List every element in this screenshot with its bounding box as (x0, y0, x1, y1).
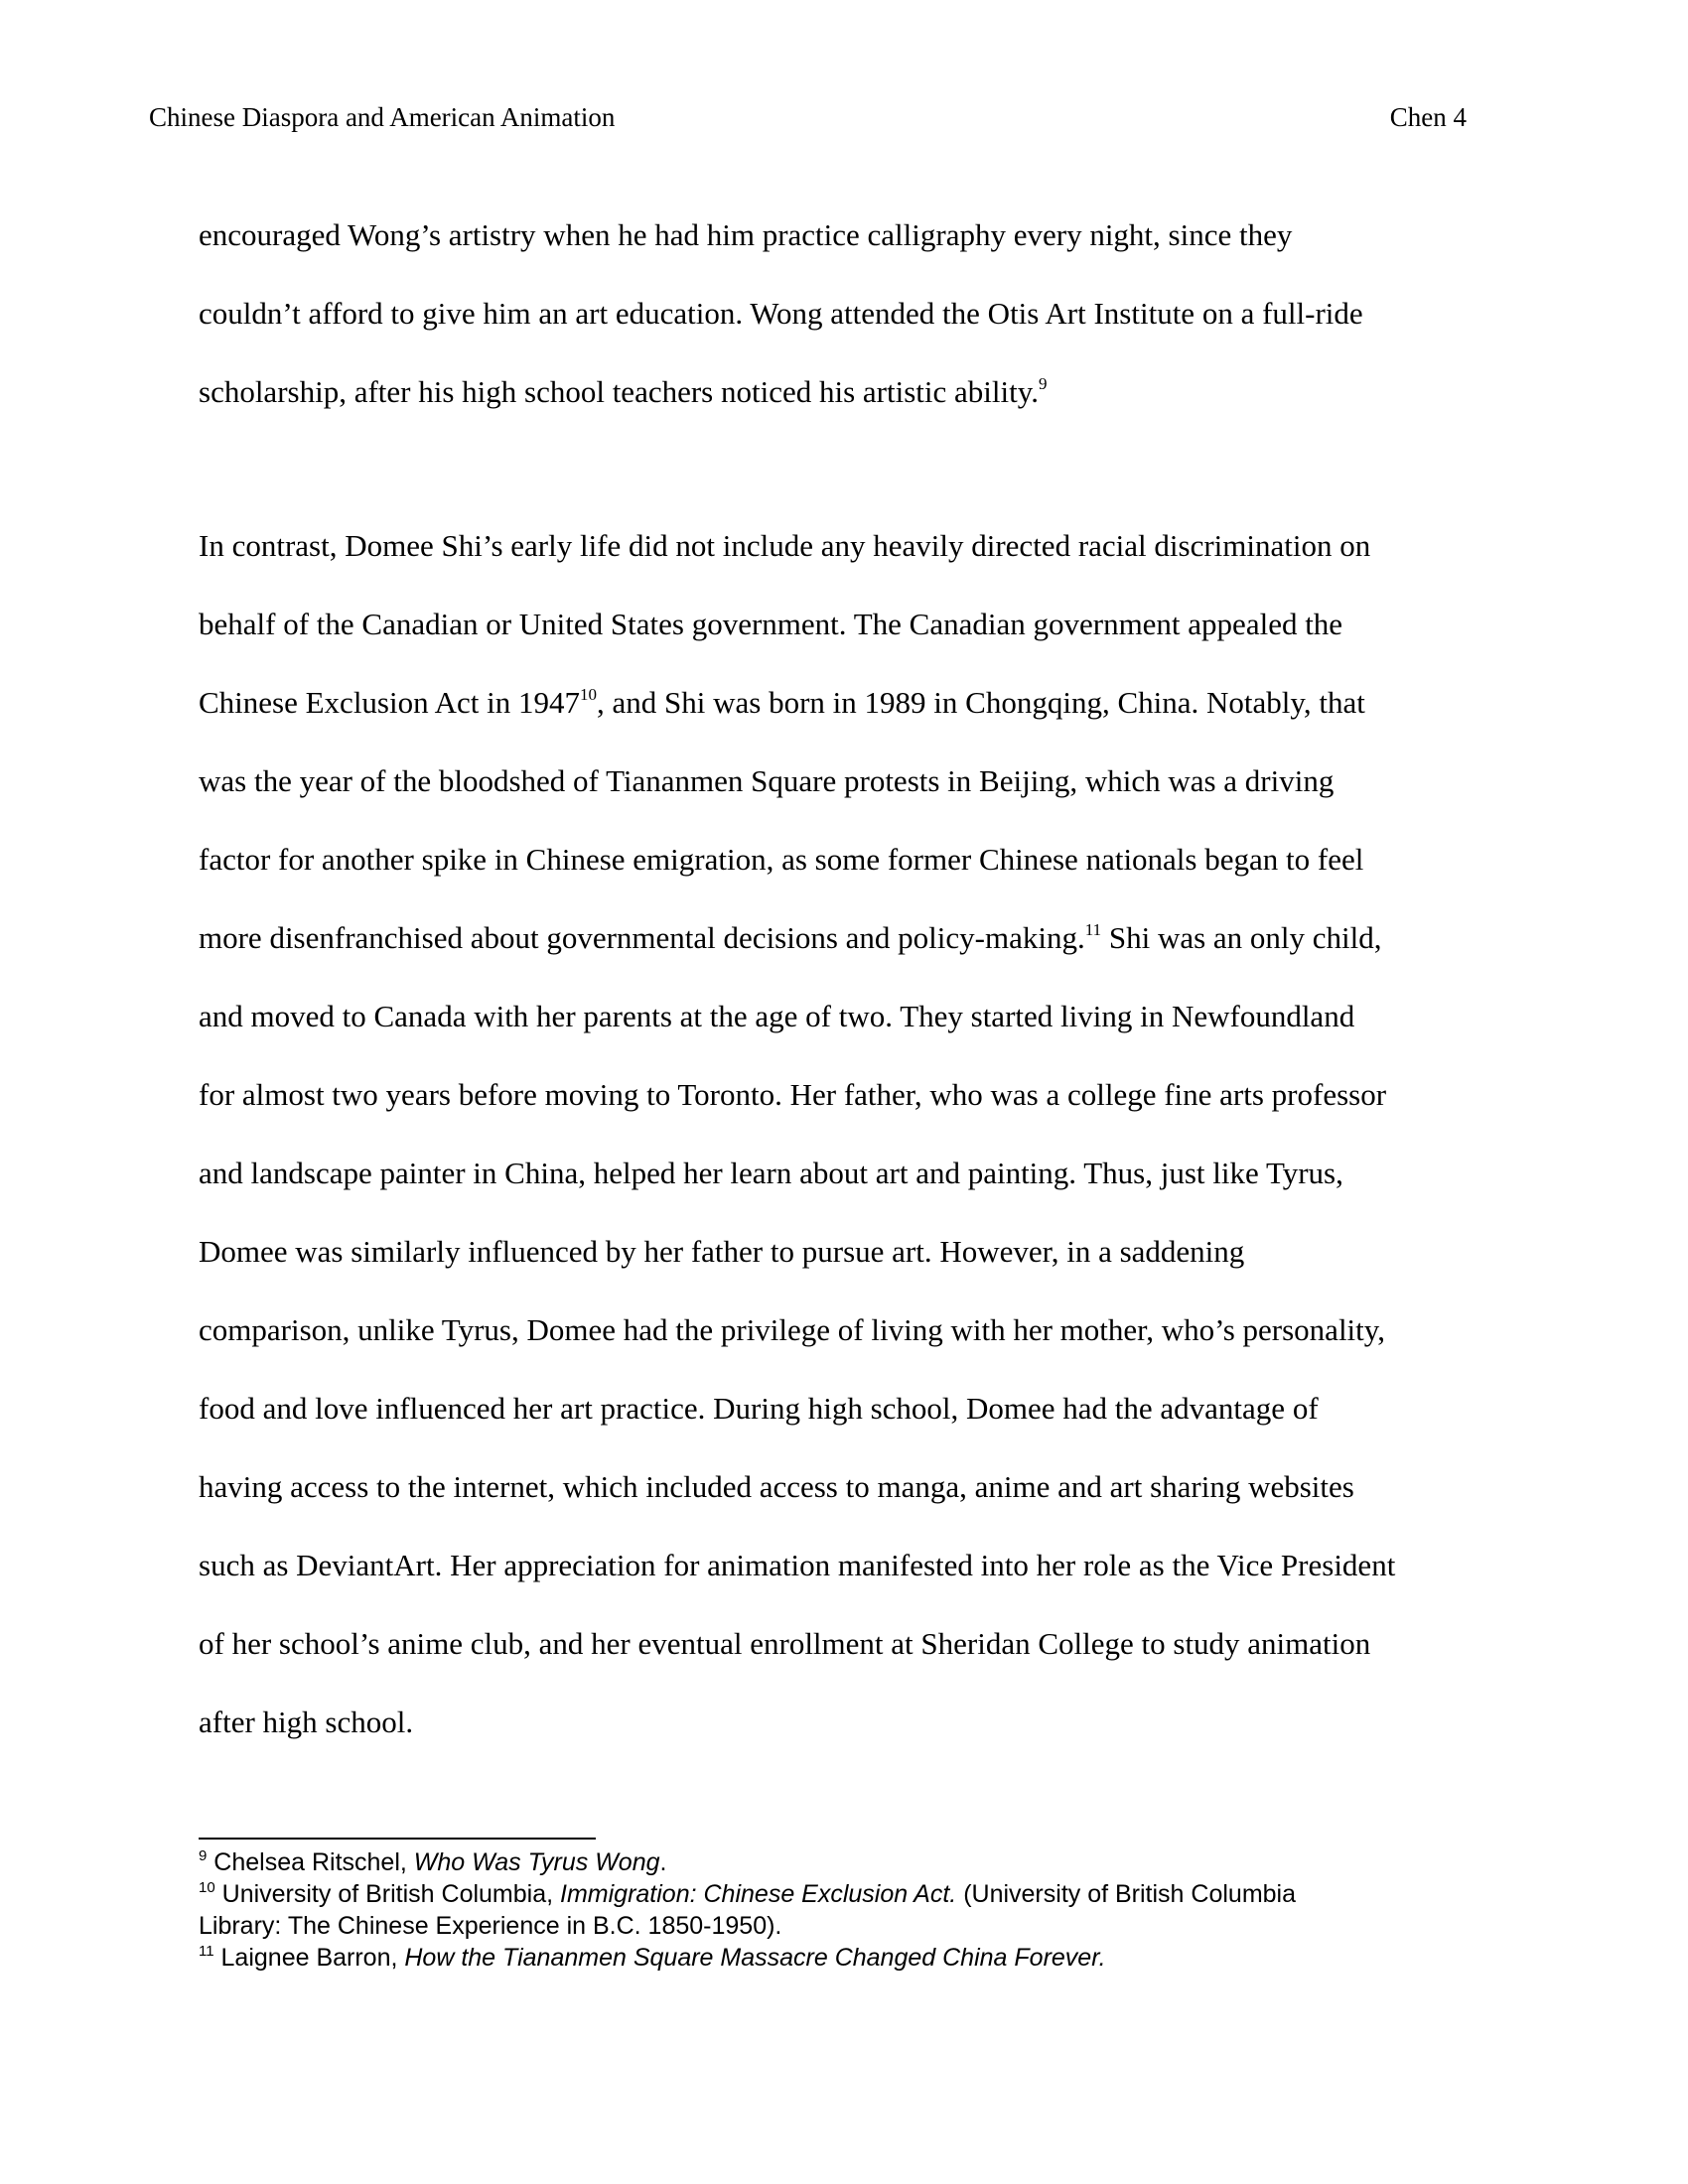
footnote-line: Library: The Chinese Experience in B.C. 1850-1950). (199, 1912, 782, 1940)
footnotes (199, 1846, 1489, 1974)
text-segment: , and Shi was born in 1989 in Chongqing, China. Notably, that (597, 685, 1365, 720)
text-line: comparison, unlike Tyrus, Domee had the privilege of living with her mother, who’s personality, (199, 1312, 1386, 1347)
footnote-10 (199, 1878, 1489, 1942)
footnote-line (199, 1878, 1489, 1910)
text-segment: scholarship, after his high school teachers noticed his artistic ability. (199, 374, 1039, 409)
footnote-title: Who Was Tyrus Wong (413, 1848, 660, 1876)
footnote-reference[interactable]: 10 (580, 685, 598, 704)
text-line: food and love influenced her art practice. During high school, Domee had the advantage of (199, 1391, 1319, 1426)
text-segment: Chinese Exclusion Act in 1947 (199, 685, 581, 720)
footnote-reference[interactable]: 9 (1038, 374, 1048, 393)
footnote-line (199, 1942, 1489, 1974)
text-line: such as DeviantArt. Her appreciation for animation manifested into her role as the Vice President (199, 1548, 1396, 1582)
text-line (199, 352, 1509, 431)
page-number: Chen 4 (1389, 102, 1467, 132)
footnote-line (199, 1846, 1489, 1878)
footnote-author: Chelsea Ritschel, (207, 1848, 414, 1876)
text-line: couldn’t afford to give him an art education. Wong attended the Otis Art Institute on a full-ride (199, 296, 1363, 331)
footnote-author: Laignee Barron, (213, 1944, 405, 1972)
footnote-number: 9 (199, 1847, 208, 1864)
text-line: factor for another spike in Chinese emigration, as some former Chinese nationals began to feel (199, 842, 1364, 877)
text-line: Domee was similarly influenced by her father to pursue art. However, in a saddening (199, 1234, 1245, 1269)
footnote-number: 10 (199, 1879, 215, 1896)
text-segment: more disenfranchised about governmental decisions and policy-making. (199, 920, 1085, 955)
text-line: behalf of the Canadian or United States government. The Canadian government appealed the (199, 607, 1343, 641)
text-line: In contrast, Domee Shi’s early life did not include any heavily directed racial discrimination on (199, 528, 1371, 563)
footnote-rest: . (659, 1848, 667, 1876)
footnote-separator (199, 1838, 596, 1840)
running-header-title: Chinese Diaspora and American Animation (149, 102, 616, 132)
footnote-number: 11 (199, 1943, 214, 1960)
text-line: and landscape painter in China, helped her learn about art and painting. Thus, just like Tyrus, (199, 1156, 1343, 1190)
text-line: of her school’s anime club, and her eventual enrollment at Sheridan College to study animation (199, 1626, 1371, 1661)
footnote-title: How the Tiananmen Square Massacre Changed China Forever. (404, 1944, 1106, 1972)
footnote-11 (199, 1942, 1489, 1974)
paragraph (199, 506, 1509, 1761)
text-line: encouraged Wong’s artistry when he had him practice calligraphy every night, since they (199, 217, 1293, 252)
text-line (199, 898, 1509, 977)
footnote-9 (199, 1846, 1489, 1878)
paragraph (199, 196, 1509, 431)
text-line: was the year of the bloodshed of Tiananmen Square protests in Beijing, which was a driving (199, 763, 1335, 798)
text-segment: Shi was an only child, (1101, 920, 1382, 955)
footnote-reference[interactable]: 11 (1084, 920, 1102, 939)
text-line (199, 663, 1509, 742)
footnote-rest: (University of British Columbia (956, 1880, 1297, 1908)
footnote-title: Immigration: Chinese Exclusion Act. (560, 1880, 957, 1908)
text-line: and moved to Canada with her parents at the age of two. They started living in Newfoundland (199, 999, 1355, 1033)
text-line: after high school. (199, 1705, 414, 1739)
footnote-author: University of British Columbia, (214, 1880, 561, 1908)
text-line: having access to the internet, which included access to manga, anime and art sharing websites (199, 1469, 1354, 1504)
text-line: for almost two years before moving to Toronto. Her father, who was a college fine arts professor (199, 1077, 1387, 1112)
